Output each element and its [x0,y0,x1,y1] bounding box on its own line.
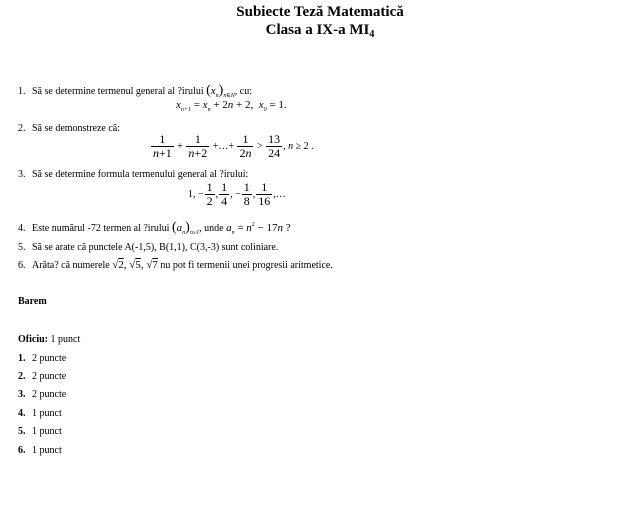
barem-item-4 [18,407,62,420]
problem-number: 1. [18,86,26,97]
oficiu-label: Oficiu: [18,334,48,345]
oficiu-value: 1 punct [50,334,81,345]
barem-item-1 [18,352,66,365]
problem-text: Să se demonstreze că: [32,123,121,134]
class-prefix: Clasa a IX-a MI [265,22,370,38]
inequality-formula: $\frac{1}{n+1}$ + $\frac{1}{n+2}$ +…+ $\frac{1}{2n}$ > $\frac{13}{24}$ , n ≥ 2 . [153,132,314,160]
problem-number: 2. [18,123,26,134]
barem-oficiu [18,333,80,346]
problem-mid: , unde [199,223,224,234]
problem-3 [18,168,248,181]
barem-item-value: 1 punct [32,426,62,437]
problem-5 [18,241,278,254]
sequence-notation: $(a_n)_{n\ge 1}$ [171,220,200,236]
barem-item-5 [18,425,62,438]
problem-number: 6. [18,260,26,271]
barem-item-value: 1 punct [32,445,62,456]
problem-text: Să se arate că punctele A(-1,5), B(1,1), C(3,-3) sunt coliniare. [32,242,279,253]
roots-formula: √2, √5, √7 [112,259,158,271]
barem-item-value: 2 puncte [32,371,67,382]
barem-item-number: 3. [18,389,26,400]
barem-item-2 [18,370,66,383]
problem-text: Arăta? că numerele [32,260,110,271]
problem-tail: , cu: [234,86,253,97]
barem-item-number: 4. [18,408,26,419]
general-term-formula: $a_n = n^2 - 17n$ ? [226,222,291,236]
problem-text: Să se determine formula termenului general al ?irului: [32,169,249,180]
sequence-notation: $(x_n)_{n\in N}$ [206,83,235,99]
problem-number: 3. [18,169,26,180]
problem-number: 5. [18,242,26,253]
barem-item-number: 5. [18,426,26,437]
problem-2 [18,122,120,135]
problem-number: 4. [18,223,26,234]
barem-item-number: 1. [18,353,26,364]
sequence-terms: 1, − $\frac{1}{2}$ , $\frac{1}{4}$ , − $\frac{1}{8}$ , $\frac{1}{16}$ ,… [188,180,286,208]
barem-item-number: 2. [18,371,26,382]
problem-6 [18,259,333,272]
barem-item-6 [18,444,62,457]
barem-item-3 [18,388,66,401]
recurrence-formula: $x_{n+1} = x_n + 2n + 2$, $x_0 = 1$. [176,99,287,113]
problem-tail: nu pot fi termenii unei progresii aritmetice. [160,260,333,271]
page-title: Subiecte Teză Matematică [236,4,404,20]
barem-item-value: 2 puncte [32,353,67,364]
problem-text: Este numărul -72 termen al ?irului [32,223,170,234]
class-index: 4 [369,29,375,40]
class-title [0,21,640,44]
barem-item-value: 2 puncte [32,389,67,400]
problem-text: Să se determine termenul general al ?irului [32,86,204,97]
barem-title: Barem [18,296,47,307]
barem-item-value: 1 punct [32,408,62,419]
barem-item-number: 6. [18,445,26,456]
problem-4 [18,219,291,240]
